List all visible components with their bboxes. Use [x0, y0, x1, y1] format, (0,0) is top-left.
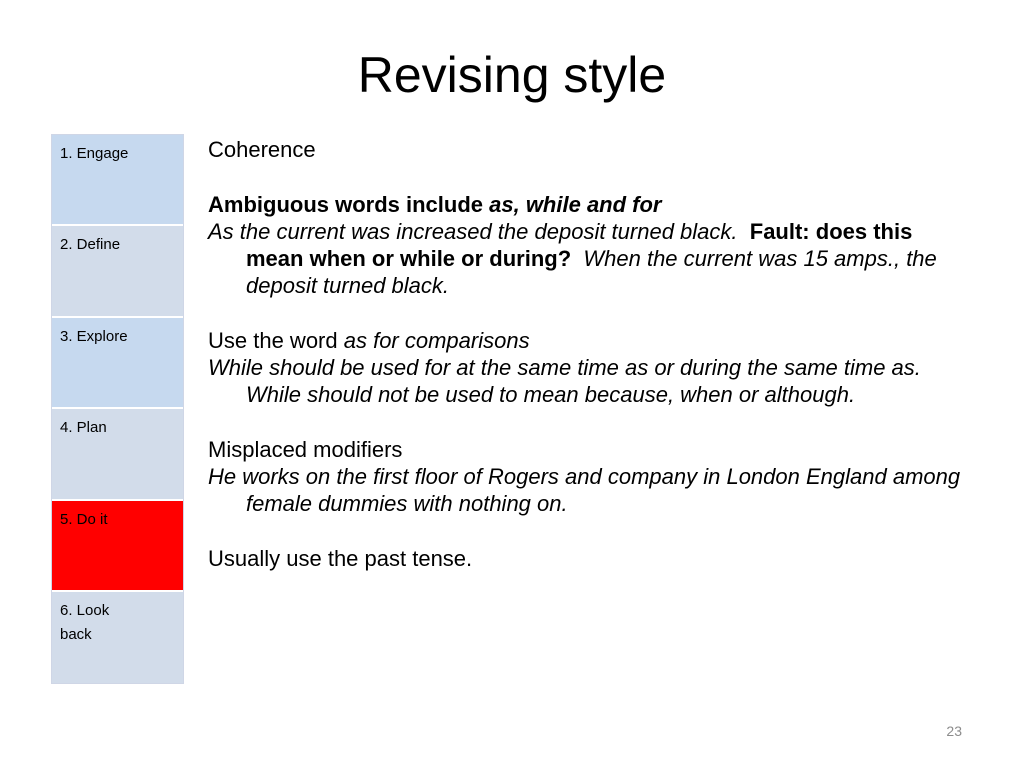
step-explore: 3. Explore: [52, 318, 183, 409]
page-number: 23: [946, 723, 962, 739]
step-look-back: 6. Look back: [52, 592, 183, 683]
example-correction: When the current was 15 amps., the deposit turned black.: [246, 246, 937, 298]
fault-question: does this mean when or while or during?: [246, 219, 913, 271]
example-sentence: As the current was increased the deposit turned black.: [208, 219, 738, 244]
past-tense-tip: Usually use the past tense.: [208, 546, 473, 571]
while-rule: While should be used for at the same time as or during the same time as. While should not be used to mean because, when or although.: [208, 355, 921, 407]
step-define: 2. Define: [52, 226, 183, 317]
misplaced-modifiers-heading: Misplaced modifiers: [208, 437, 403, 462]
step-engage: 1. Engage: [52, 135, 183, 226]
slide-title: Revising style: [357, 47, 667, 103]
ambiguous-words-list: as, while and for: [489, 192, 662, 217]
fault-label: Fault:: [749, 219, 810, 244]
coherence-heading: Coherence: [208, 137, 316, 162]
ambiguous-words-heading: Ambiguous words include as, while and for: [208, 192, 662, 217]
use-word-as-line: Use the word as for comparisons: [208, 328, 530, 353]
misplaced-modifiers-example: He works on the first floor of Rogers and company in London England among female dummies with nothing on.: [208, 464, 961, 516]
process-steps-sidebar: [51, 134, 184, 684]
ambiguous-example: [208, 218, 968, 299]
slide-body: [208, 136, 968, 572]
step-do-it: 5. Do it: [52, 501, 183, 592]
step-plan: 4. Plan: [52, 409, 183, 500]
